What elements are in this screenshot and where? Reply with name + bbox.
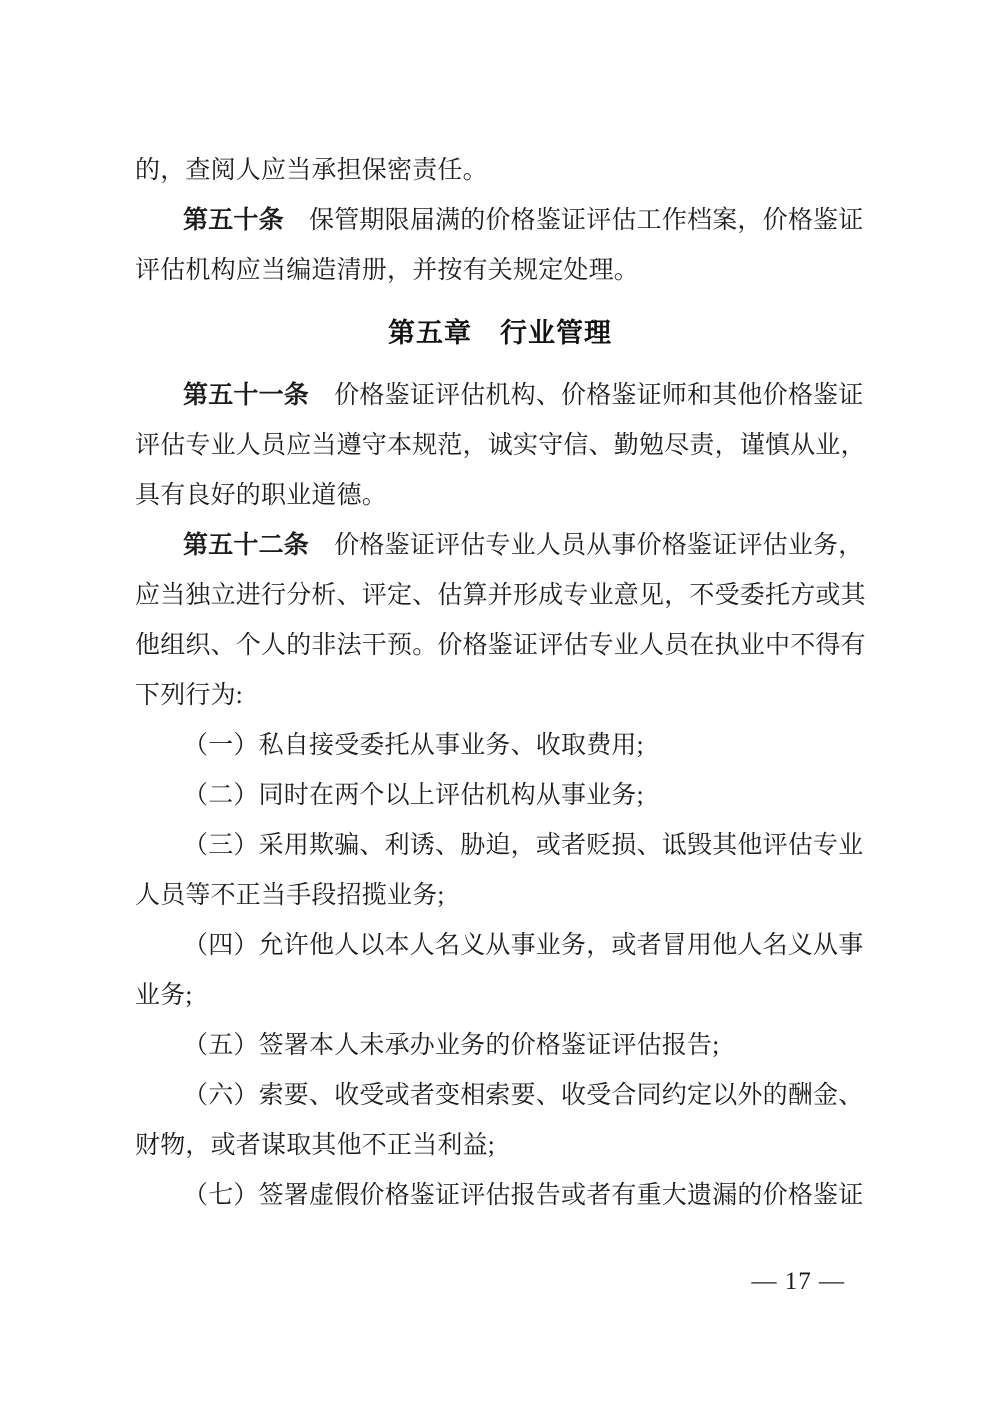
document-line bbox=[135, 196, 865, 246]
line-text: 业务; bbox=[135, 982, 193, 1009]
line-text: 评估专业人员应当遵守本规范，诚实守信、勤勉尽责，谨慎从业， bbox=[135, 432, 866, 459]
document-line bbox=[135, 921, 865, 971]
line-text: 的，查阅人应当承担保密责任。 bbox=[135, 157, 488, 184]
article-number: 第五十一条 bbox=[183, 382, 310, 409]
line-text: （四）允许他人以本人名义从事业务，或者冒用他人名义从事 bbox=[183, 932, 864, 959]
document-line bbox=[135, 146, 865, 196]
document-line bbox=[135, 1021, 865, 1071]
document-line bbox=[135, 721, 865, 771]
line-text: 下列行为: bbox=[135, 682, 243, 709]
chapter-heading: 第五章 行业管理 bbox=[388, 318, 612, 348]
document-line bbox=[135, 821, 865, 871]
line-text: （六）索要、收受或者变相索要、收受合同约定以外的酬金、 bbox=[183, 1082, 864, 1109]
document-line bbox=[135, 1121, 865, 1171]
line-text: 他组织、个人的非法干预。价格鉴证评估专业人员在执业中不得有 bbox=[135, 632, 866, 659]
document-line bbox=[135, 471, 865, 521]
line-text: 保管期限届满的价格鉴证评估工作档案，价格鉴证 bbox=[283, 207, 864, 234]
line-text: 价格鉴证评估机构、价格鉴证师和其他价格鉴证 bbox=[309, 382, 864, 409]
document-line bbox=[135, 421, 865, 471]
document-line bbox=[135, 371, 865, 421]
line-text: （五）签署本人未承办业务的价格鉴证评估报告; bbox=[183, 1032, 720, 1059]
line-text: 人员等不正当手段招揽业务; bbox=[135, 882, 445, 909]
line-text: （二）同时在两个以上评估机构从事业务; bbox=[183, 782, 644, 809]
line-text: （七）签署虚假价格鉴证评估报告或者有重大遗漏的价格鉴证 bbox=[183, 1182, 864, 1209]
document-body bbox=[135, 146, 865, 1221]
article-number: 第五十二条 bbox=[183, 532, 310, 559]
line-text: 评估机构应当编造清册，并按有关规定处理。 bbox=[135, 257, 640, 284]
document-line bbox=[135, 971, 865, 1021]
line-text: 价格鉴证评估专业人员从事价格鉴证评估业务， bbox=[309, 532, 864, 559]
document-line bbox=[135, 1071, 865, 1121]
line-text: （三）采用欺骗、利诱、胁迫，或者贬损、诋毁其他评估专业 bbox=[183, 832, 864, 859]
line-text: 财物，或者谋取其他不正当利益; bbox=[135, 1132, 495, 1159]
document-line bbox=[135, 246, 865, 296]
line-text: 具有良好的职业道德。 bbox=[135, 482, 388, 509]
article-number: 第五十条 bbox=[183, 207, 284, 234]
document-line bbox=[135, 621, 865, 671]
document-line bbox=[135, 521, 865, 571]
document-line bbox=[135, 1171, 865, 1221]
line-text: 应当独立进行分析、评定、估算并形成专业意见，不受委托方或其 bbox=[135, 582, 866, 609]
page-number: — 17 — bbox=[751, 1268, 845, 1295]
document-line bbox=[135, 671, 865, 721]
line-text: （一）私自接受委托从事业务、收取费用; bbox=[183, 732, 644, 759]
document-line bbox=[135, 871, 865, 921]
document-line bbox=[135, 571, 865, 621]
document-line bbox=[135, 771, 865, 821]
